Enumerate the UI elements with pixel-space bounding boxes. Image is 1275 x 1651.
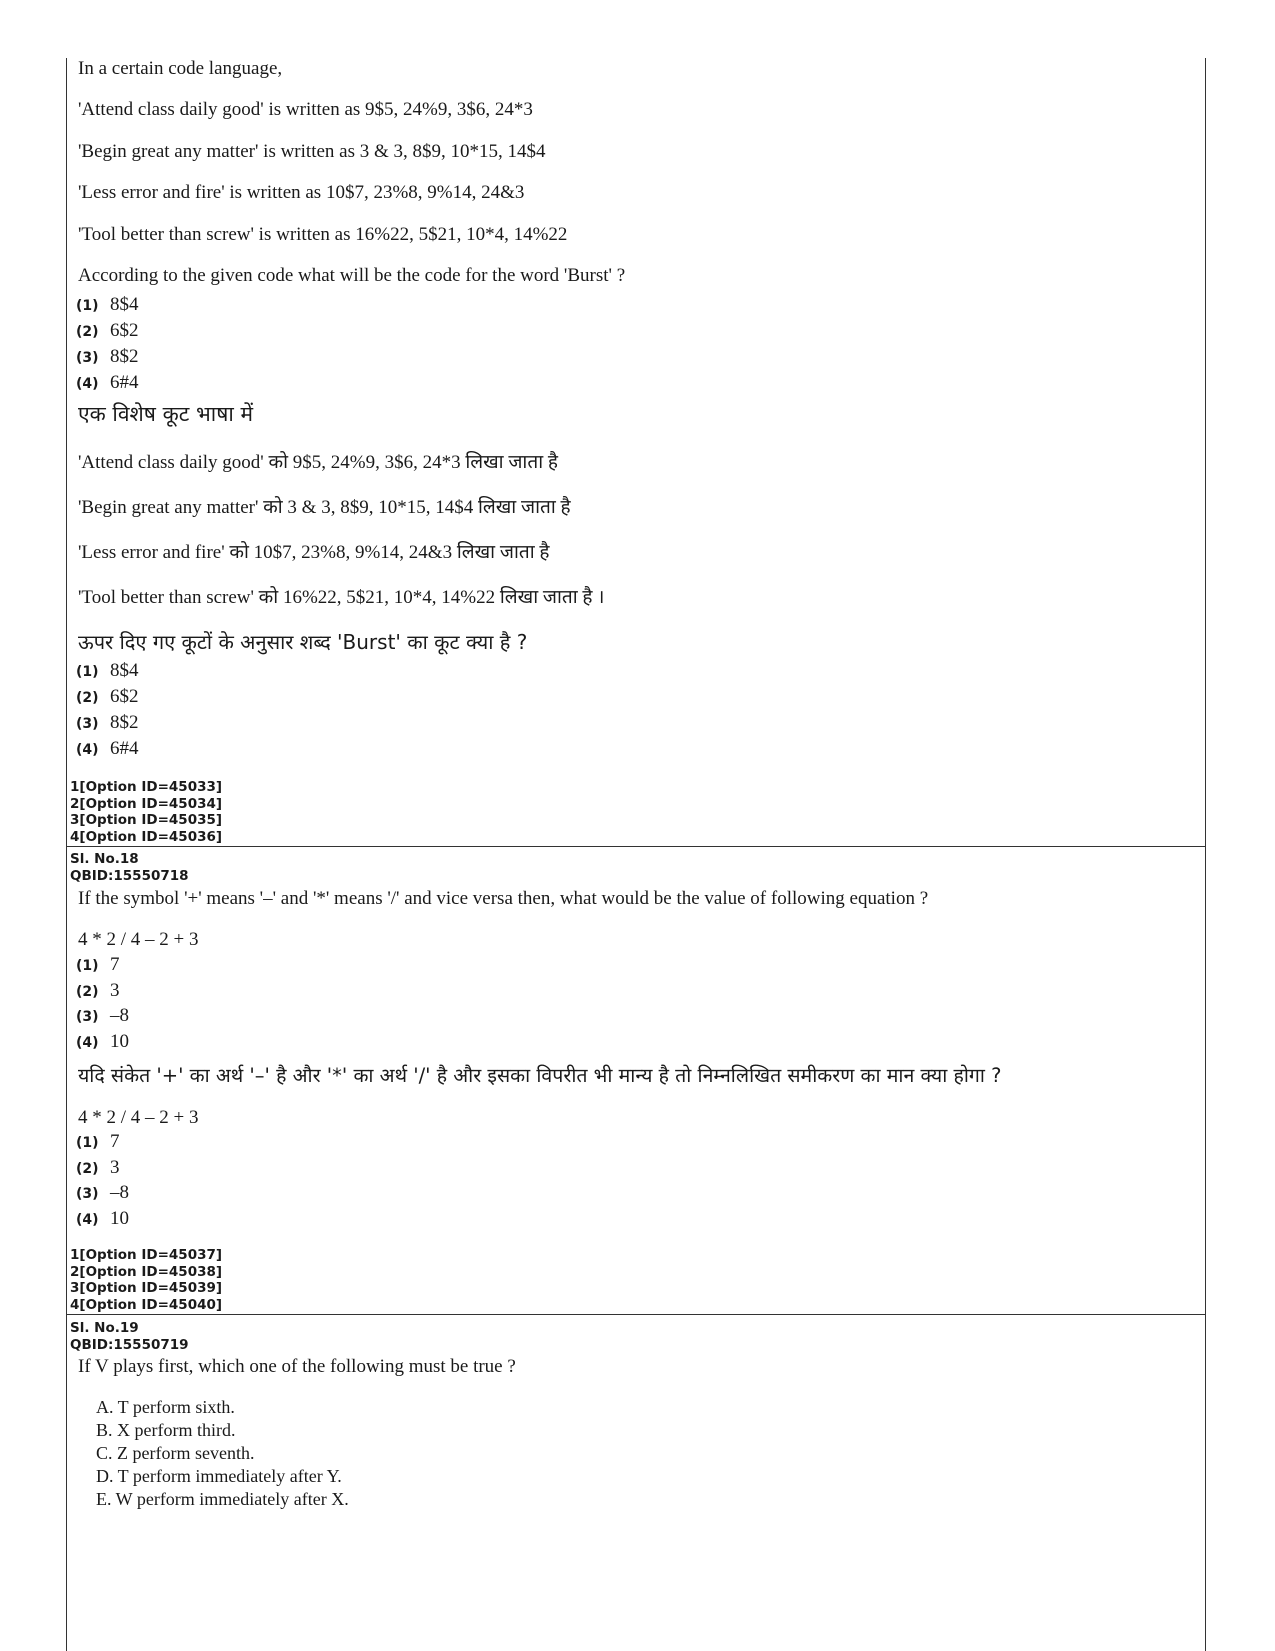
q19-question-en: If V plays first, which one of the following must be true ?: [78, 1356, 516, 1377]
q19-statements: [96, 1396, 349, 1511]
q18-equation-hi: 4 * 2 / 4 – 2 + 3: [78, 1107, 199, 1128]
q17-code-line-3-hi: 'Less error and fire' को 10$7, 23%8, 9%14, 24&3 लिखा जाता है: [78, 542, 550, 563]
right-border: [1205, 58, 1206, 1651]
statement-item: B. X perform third.: [96, 1420, 236, 1440]
q18-sl-no: Sl. No.18: [70, 851, 139, 867]
q18-option-2: (2) 3: [76, 980, 120, 1001]
q17-code-line-2-hi: 'Begin great any matter' को 3 & 3, 8$9, 10*15, 14$4 लिखा जाता है: [78, 497, 571, 518]
q18-header: [70, 851, 189, 884]
q19-qbid: QBID:15550719: [70, 1336, 189, 1353]
option-id: 1[Option ID=45037]: [70, 1247, 223, 1263]
question-divider: [66, 846, 1206, 847]
q18-hi-option-4: (4) 10: [76, 1208, 129, 1229]
q17-code-line-3-en: 'Less error and fire' is written as 10$7, 23%8, 9%14, 24&3: [78, 182, 525, 203]
q17-hi-option-3: (3) 8$2: [76, 712, 139, 733]
statement-item: E. W perform immediately after X.: [96, 1489, 349, 1509]
statement-item: C. Z perform seventh.: [96, 1443, 255, 1463]
q17-code-line-4-en: 'Tool better than screw' is written as 16%22, 5$21, 10*4, 14%22: [78, 224, 568, 245]
q17-option-1: (1) 8$4: [76, 294, 139, 315]
q18-equation-en: 4 * 2 / 4 – 2 + 3: [78, 929, 199, 950]
q17-code-line-1-hi: 'Attend class daily good' को 9$5, 24%9, 3$6, 24*3 लिखा जाता है: [78, 452, 558, 473]
q17-hi-option-1: (1) 8$4: [76, 660, 139, 681]
q18-option-4: (4) 10: [76, 1031, 129, 1052]
option-id: 4[Option ID=45036]: [70, 828, 223, 845]
q17-option-ids: [70, 779, 222, 845]
q17-intro-en: In a certain code language,: [78, 58, 283, 79]
q18-hi-option-2: (2) 3: [76, 1157, 120, 1178]
q17-question-hi: ऊपर दिए गए कूटों के अनुसार शब्द 'Burst' का कूट क्या है ?: [78, 630, 528, 654]
option-id: 2[Option ID=45038]: [70, 1263, 223, 1280]
q18-option-3: (3) –8: [76, 1005, 129, 1026]
q18-question-hi: यदि संकेत '+' का अर्थ '–' है और '*' का अर्थ '/' है और इसका विपरीत भी मान्य है तो निम्नलिखित समीकरण का मान क्या होगा ?: [78, 1064, 1002, 1087]
q18-hi-option-1: (1) 7: [76, 1131, 120, 1152]
option-id: 3[Option ID=45035]: [70, 812, 223, 828]
option-id: 1[Option ID=45033]: [70, 779, 223, 795]
option-id: 4[Option ID=45040]: [70, 1296, 223, 1313]
q17-code-line-1-en: 'Attend class daily good' is written as 9$5, 24%9, 3$6, 24*3: [78, 99, 533, 120]
q19-header: [70, 1320, 189, 1353]
q17-option-4: (4) 6#4: [76, 372, 139, 393]
q17-hi-option-4: (4) 6#4: [76, 738, 139, 759]
left-border: [66, 58, 67, 1651]
q18-option-ids: [70, 1247, 222, 1313]
question-divider: [66, 1314, 1206, 1315]
statement-item: A. T perform sixth.: [96, 1397, 235, 1417]
q18-hi-option-3: (3) –8: [76, 1182, 129, 1203]
q17-option-3: (3) 8$2: [76, 346, 139, 367]
option-id: 3[Option ID=45039]: [70, 1280, 223, 1296]
q17-hi-option-2: (2) 6$2: [76, 686, 139, 707]
q17-code-line-2-en: 'Begin great any matter' is written as 3 & 3, 8$9, 10*15, 14$4: [78, 141, 546, 162]
option-id: 2[Option ID=45034]: [70, 795, 223, 812]
question-paper-page: [66, 58, 1206, 1651]
q17-option-2: (2) 6$2: [76, 320, 139, 341]
q18-option-1: (1) 7: [76, 954, 120, 975]
q18-question-en: If the symbol '+' means '–' and '*' means '/' and vice versa then, what would be the value of following equation ?: [78, 888, 929, 909]
q17-question-en: According to the given code what will be the code for the word 'Burst' ?: [78, 265, 626, 286]
q17-code-line-4-hi: 'Tool better than screw' को 16%22, 5$21, 10*4, 14%22 लिखा जाता है ।: [78, 587, 605, 608]
q18-qbid: QBID:15550718: [70, 867, 189, 884]
q17-intro-hi: एक विशेष कूट भाषा में: [78, 402, 254, 426]
q19-sl-no: Sl. No.19: [70, 1320, 139, 1336]
statement-item: D. T perform immediately after Y.: [96, 1466, 342, 1486]
